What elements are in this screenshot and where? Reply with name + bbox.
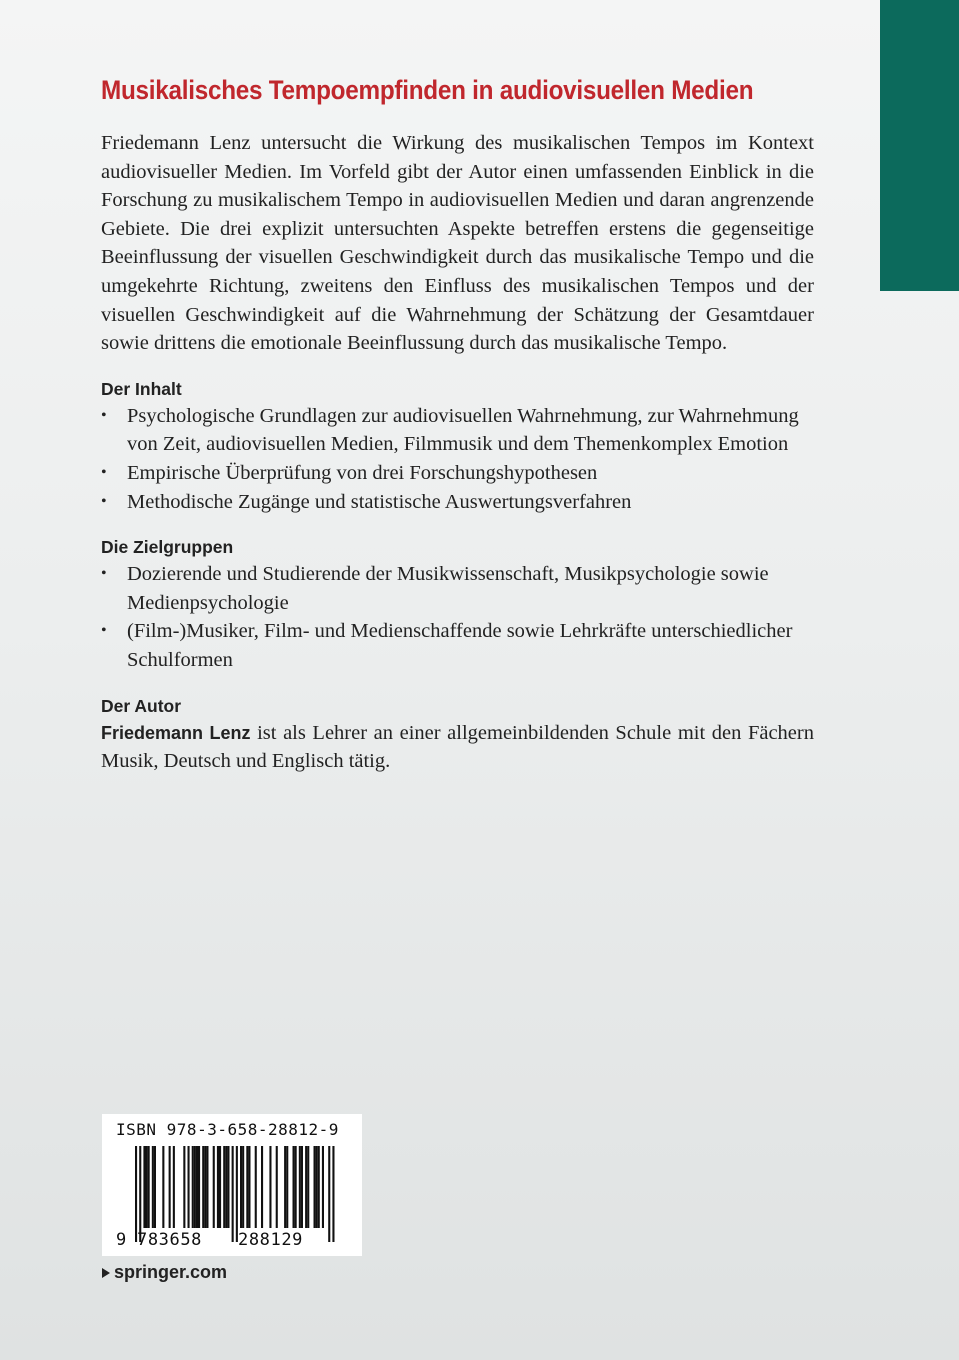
section-target-groups <box>101 534 814 674</box>
barcode-bar <box>154 1146 156 1228</box>
list-item-text: (Film-)Musiker, Film- und Medienschaffende sowie Lehrkräfte unterschiedlicher Schulformen <box>127 620 793 671</box>
list-item <box>101 560 814 617</box>
section-heading-target-groups: Die Zielgruppen <box>101 537 234 558</box>
barcode-bar <box>227 1146 229 1228</box>
barcode-bar <box>286 1146 288 1228</box>
barcode-bar <box>332 1146 334 1242</box>
barcode-bar <box>146 1146 148 1228</box>
barcode-bar <box>206 1146 208 1228</box>
section-heading-contents: Der Inhalt <box>101 378 182 399</box>
isbn-label: ISBN 978-3-658-28812-9 <box>116 1120 339 1139</box>
barcode-bar <box>225 1146 227 1228</box>
springer-link[interactable] <box>102 1262 227 1283</box>
arrow-right-icon <box>102 1268 110 1278</box>
barcode-bar <box>148 1146 150 1228</box>
list-item <box>101 459 814 488</box>
barcode-bar <box>301 1146 303 1228</box>
barcode-bar <box>248 1146 250 1228</box>
side-color-bar <box>880 0 959 291</box>
barcode-bar <box>314 1146 316 1228</box>
barcode-bar <box>188 1146 190 1228</box>
barcode-bar <box>198 1146 200 1228</box>
barcode-bar <box>152 1146 154 1228</box>
barcode-bar <box>183 1146 185 1228</box>
barcode-bar <box>202 1146 204 1228</box>
bullet-icon: • <box>101 406 107 424</box>
author-name: Friedemann Lenz <box>101 722 251 743</box>
barcode-bar <box>196 1146 198 1228</box>
barcode-bar <box>223 1146 225 1228</box>
barcode-bar <box>318 1146 320 1228</box>
author-description: ist als Lehrer an einer allgemeinbildenden Schule mit den Fächern Musik, Deutsch und Englisch tätig. <box>101 721 814 773</box>
list-item-text: Empirische Überprüfung von drei Forschungshypothesen <box>127 461 598 484</box>
bullet-icon: • <box>101 565 107 583</box>
barcode-bar <box>204 1146 206 1228</box>
barcode-bar <box>305 1146 307 1228</box>
list-item <box>101 488 814 517</box>
barcode-bar <box>162 1146 164 1228</box>
bullet-icon: • <box>101 622 107 640</box>
barcode-bar <box>276 1146 278 1228</box>
author-paragraph <box>101 719 814 776</box>
barcode-bar <box>284 1146 286 1228</box>
barcode-bar <box>219 1146 221 1228</box>
section-heading-author: Der Autor <box>101 695 182 716</box>
barcode-bar <box>169 1146 171 1228</box>
barcode-bar <box>194 1146 196 1228</box>
barcode-right-digits: 288129 <box>238 1230 304 1250</box>
list-item-text: Psychologische Grundlagen zur audiovisuellen Wahrnehmung, zur Wahrnehmung von Zeit, audiovisuellen Medien, Filmmusik und dem Themenkomplex Emotion <box>127 404 799 456</box>
barcode-bar <box>173 1146 175 1228</box>
barcode-bar <box>269 1146 271 1228</box>
list-item <box>101 617 814 674</box>
barcode-bar <box>139 1146 141 1242</box>
section-contents <box>101 376 814 516</box>
target-groups-list <box>101 560 814 674</box>
barcode-bar <box>328 1146 330 1242</box>
barcode-bar <box>232 1146 234 1242</box>
barcode-bar <box>322 1146 324 1228</box>
bullet-icon: • <box>101 463 107 481</box>
barcode-bar <box>293 1146 295 1228</box>
barcode-bar <box>261 1146 263 1228</box>
isbn-barcode <box>102 1114 362 1256</box>
barcode-bar <box>240 1146 242 1228</box>
contents-list <box>101 402 814 516</box>
barcode-bar <box>213 1146 215 1228</box>
list-item-text: Methodische Zugänge und statistische Auswertungsverfahren <box>127 490 632 513</box>
barcode-bar <box>246 1146 248 1228</box>
barcode-first-digit: 9 <box>116 1230 127 1250</box>
barcode-left-digits: 783658 <box>137 1230 203 1250</box>
list-item-text: Dozierende und Studierende der Musikwissenschaft, Musikpsychologie sowie Medienpsychologie <box>127 563 769 614</box>
barcode-bar <box>307 1146 309 1228</box>
barcode-bar <box>242 1146 244 1228</box>
barcode-bar <box>217 1146 219 1228</box>
barcode-bar <box>255 1146 257 1228</box>
back-cover-content <box>101 70 814 776</box>
barcode-bar <box>192 1146 194 1228</box>
barcode-bar <box>295 1146 297 1228</box>
springer-link-text: springer.com <box>114 1262 228 1282</box>
page-title: Musikalisches Tempoempfinden in audiovisuellen Medien <box>101 75 754 105</box>
barcode-bar <box>135 1146 137 1242</box>
barcode-bar <box>316 1146 318 1228</box>
bullet-icon: • <box>101 492 107 510</box>
barcode-bar <box>143 1146 145 1228</box>
barcode-bar <box>236 1146 238 1242</box>
intro-paragraph: Friedemann Lenz untersucht die Wirkung des musikalischen Tempos im Kontext audiovisueller Medien. Im Vorfeld gibt der Autor einen umfassenden Einblick in die Forschung zu musikalischem Tempo in audiovisuellen Medien und daran angrenzende Gebiete. Die drei explizit untersuchten Aspekte betreffen erstens die gegenseitige Beeinflussung der visuellen Geschwindigkeit durch das musikalische Tempo und die umgekehrte Richtung, zweitens den Einfluss des musikalischen Tempos und der visuellen Geschwindigkeit auf die Wahrnehmung der Schätzung der Gesamtdauer sowie drittens die emotionale Beeinflussung durch das musikalische Tempo. <box>101 132 814 355</box>
section-author <box>101 693 814 776</box>
list-item <box>101 402 814 459</box>
barcode-bar <box>299 1146 301 1228</box>
